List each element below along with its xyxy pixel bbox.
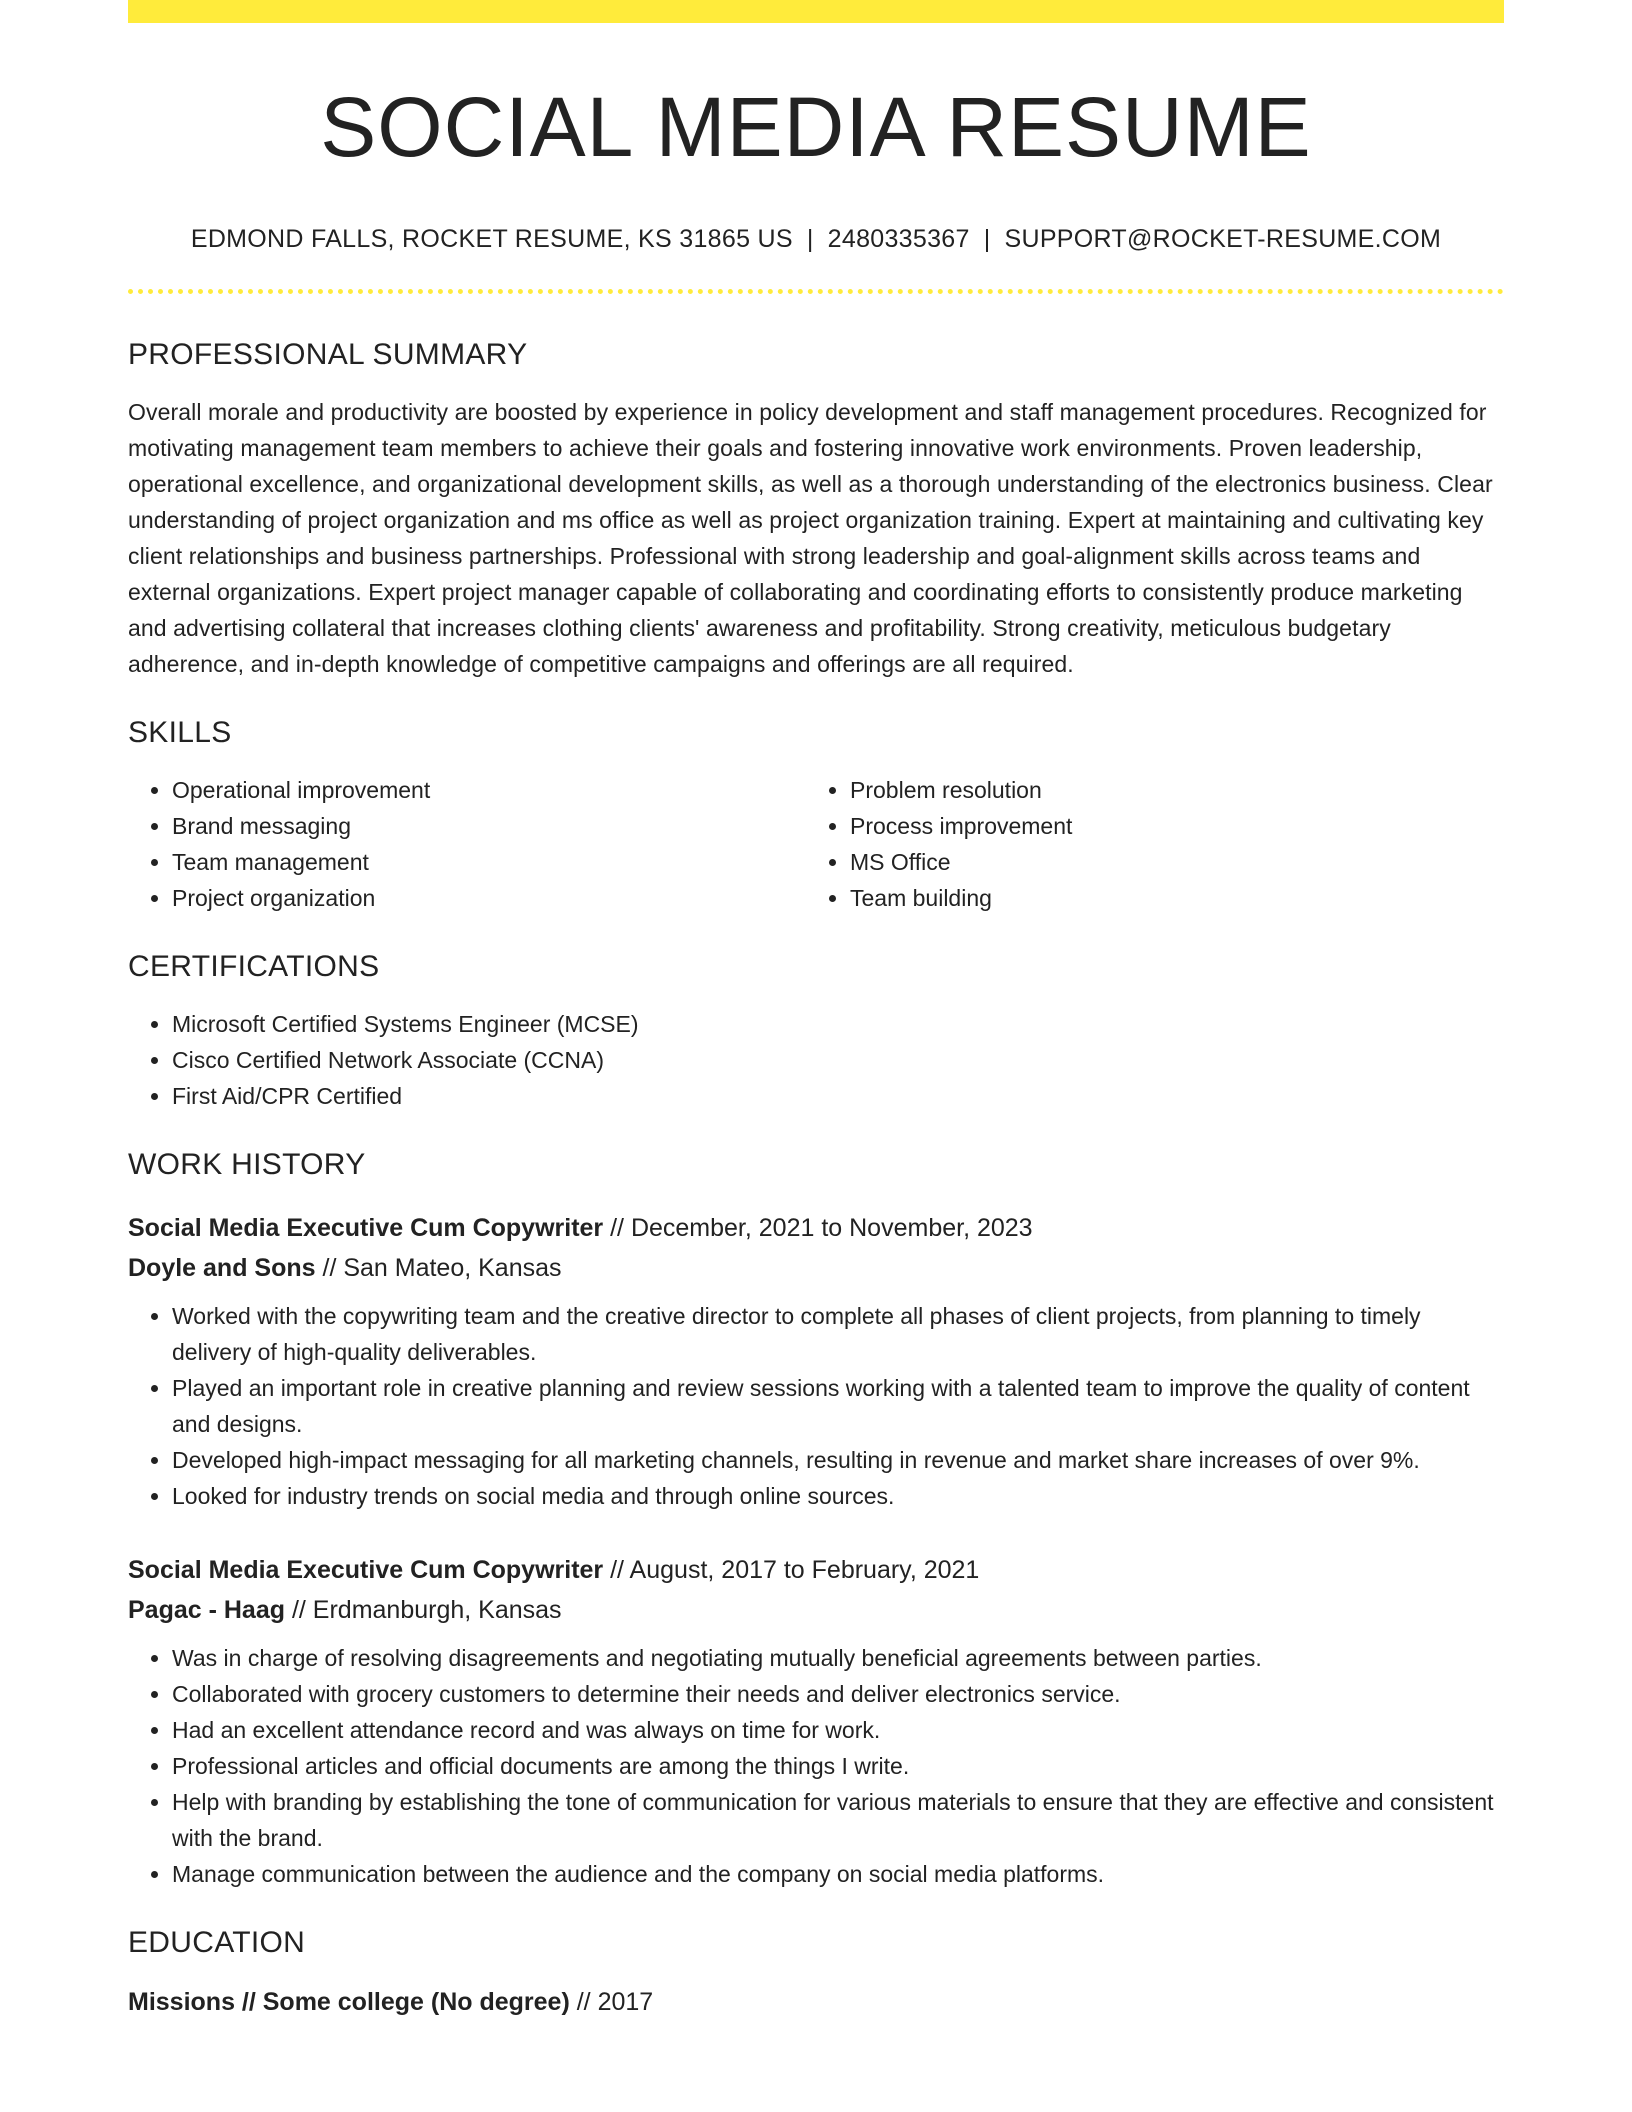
- summary-heading: PROFESSIONAL SUMMARY: [128, 338, 528, 372]
- job-bullet: • Was in charge of resolving disagreements and negotiating mutually beneficial agreements between parties.: [172, 1640, 1504, 1676]
- certifications-heading: CERTIFICATIONS: [128, 950, 380, 984]
- job-bullets: [128, 1298, 1504, 1514]
- job-role: Social Media Executive Cum Copywriter: [128, 1214, 604, 1243]
- skill-item: • Brand messaging: [172, 808, 806, 844]
- job-bullets: [128, 1640, 1504, 1892]
- job-company-line: [128, 1590, 1504, 1630]
- contact-email[interactable]: SUPPORT@ROCKET-RESUME.COM: [1004, 225, 1442, 254]
- job-company-line: [128, 1248, 1504, 1288]
- job-bullet: • Manage communication between the audience and the company on social media platforms.: [172, 1856, 1504, 1892]
- job-company: Pagac - Haag: [128, 1596, 286, 1625]
- skill-item: • Operational improvement: [172, 772, 806, 808]
- work-history-heading: WORK HISTORY: [128, 1148, 366, 1182]
- certification-item: • Microsoft Certified Systems Engineer (MCSE): [172, 1006, 1504, 1042]
- skill-item: • Team building: [850, 880, 1484, 916]
- contact-line: [128, 225, 1504, 254]
- skills-list: [128, 772, 1504, 916]
- job-bullet: • Worked with the copywriting team and the creative director to complete all phases of client projects, from planning to timely delivery of high-quality deliverables.: [172, 1298, 1504, 1370]
- skills-heading: SKILLS: [128, 716, 232, 750]
- certification-item: • Cisco Certified Network Associate (CCNA): [172, 1042, 1504, 1078]
- job-bullet: • Had an excellent attendance record and was always on time for work.: [172, 1712, 1504, 1748]
- dotted-divider: [128, 289, 1504, 294]
- job-bullet: • Played an important role in creative planning and review sessions working with a talented team to improve the quality of content and designs.: [172, 1370, 1504, 1442]
- job-bullet: • Professional articles and official documents are among the things I write.: [172, 1748, 1504, 1784]
- job-entry: [128, 1208, 1504, 1514]
- job-company: Doyle and Sons: [128, 1254, 316, 1283]
- job-dates: // December, 2021 to November, 2023: [603, 1214, 1033, 1243]
- certifications-list: [128, 1006, 1504, 1114]
- contact-address: EDMOND FALLS, ROCKET RESUME, KS 31865 US: [190, 225, 793, 254]
- skills-column-right: [806, 772, 1484, 916]
- job-title-line: [128, 1208, 1504, 1248]
- job-bullet: • Looked for industry trends on social media and through online sources.: [172, 1478, 1504, 1514]
- job-bullet: • Developed high-impact messaging for all marketing channels, resulting in revenue and market share increases of over 9%.: [172, 1442, 1504, 1478]
- resume-page: [128, 0, 1504, 2022]
- resume-title: SOCIAL MEDIA RESUME: [320, 80, 1312, 174]
- skill-item: • Process improvement: [850, 808, 1484, 844]
- skill-item: • Team management: [172, 844, 806, 880]
- job-bullet: • Collaborated with grocery customers to determine their needs and deliver electronics service.: [172, 1676, 1504, 1712]
- skill-item: • Project organization: [172, 880, 806, 916]
- job-role: Social Media Executive Cum Copywriter: [128, 1556, 604, 1585]
- contact-phone: 2480335367: [827, 225, 970, 254]
- skill-item: • Problem resolution: [850, 772, 1484, 808]
- skill-item: • MS Office: [850, 844, 1484, 880]
- job-location: // San Mateo, Kansas: [315, 1254, 562, 1283]
- skills-column-left: [128, 772, 806, 916]
- education-entry: [128, 1982, 1504, 2022]
- education-year: // 2017: [569, 1988, 654, 2017]
- contact-separator: |: [983, 225, 991, 254]
- education-school-degree: Missions // Some college (No degree): [128, 1988, 570, 2017]
- education-heading: EDUCATION: [128, 1926, 306, 1960]
- job-title-line: [128, 1550, 1504, 1590]
- job-entry: [128, 1550, 1504, 1892]
- top-accent-bar: [128, 0, 1504, 23]
- job-location: // Erdmanburgh, Kansas: [285, 1596, 562, 1625]
- job-bullet: • Help with branding by establishing the tone of communication for various materials to ensure that they are effective and consistent with the brand.: [172, 1784, 1504, 1856]
- contact-separator: |: [806, 225, 814, 254]
- certification-item: • First Aid/CPR Certified: [172, 1078, 1504, 1114]
- summary-text: Overall morale and productivity are boosted by experience in policy development and staff management procedures. Recognized for motivating management team members to achieve their goals and fostering innovative work environments. Proven leadership, operational excellence, and organizational development skills, as well as a thorough understanding of the electronics business. Clear understanding of project organization and ms office as well as project organization training. Expert at maintaining and cultivating key client relationships and business partnerships. Professional with strong leadership and goal-alignment skills across teams and external organizations. Expert project manager capable of collaborating and coordinating efforts to consistently produce marketing and advertising collateral that increases clothing clients' awareness and profitability. Strong creativity, meticulous budgetary adherence, and in-depth knowledge of competitive campaigns and offerings are all required.: [128, 399, 1493, 678]
- job-dates: // August, 2017 to February, 2021: [603, 1556, 980, 1585]
